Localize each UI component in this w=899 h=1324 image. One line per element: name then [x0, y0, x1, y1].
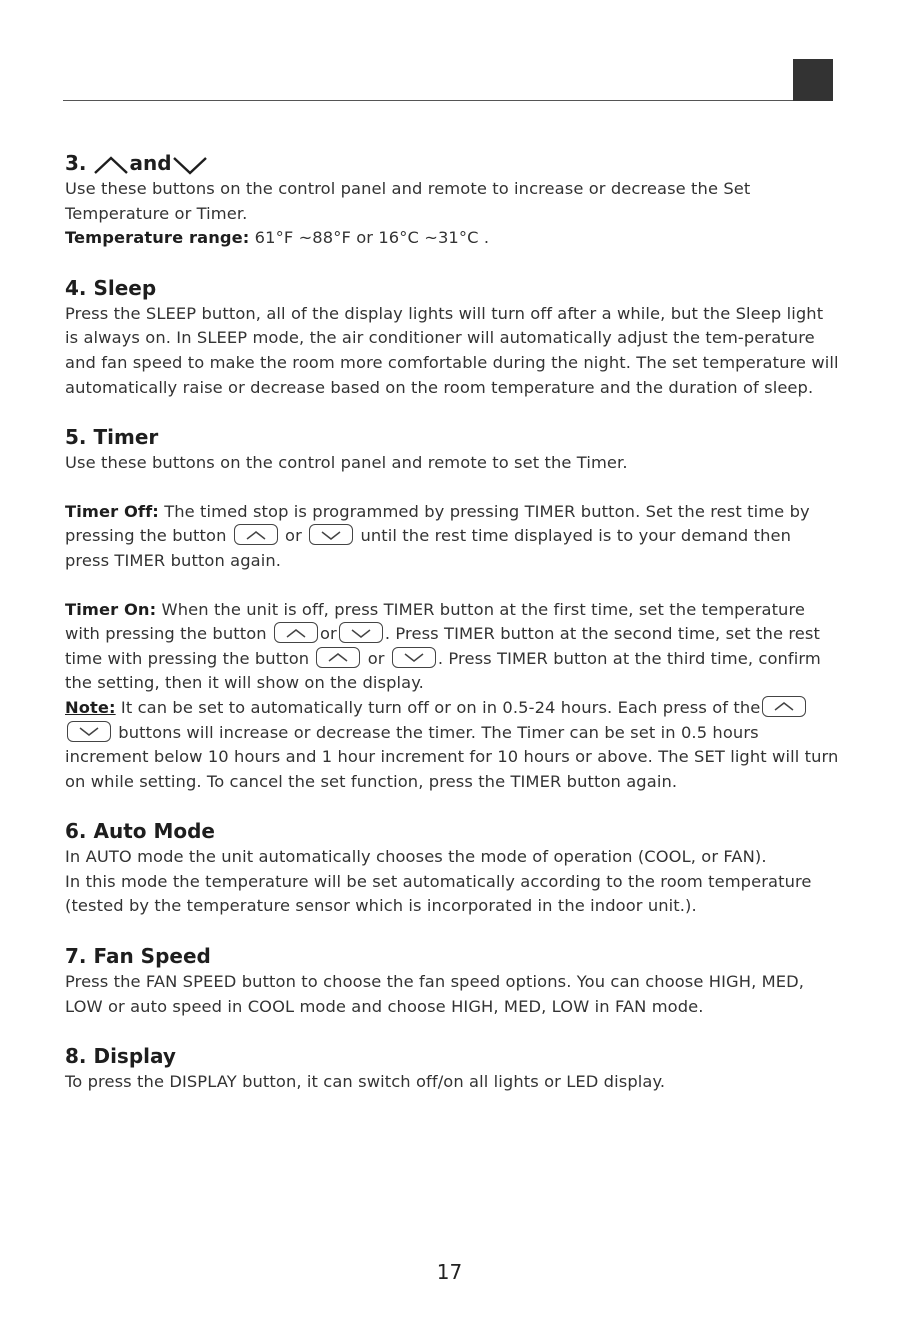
section-sleep	[65, 275, 840, 400]
section-4-body: Press the SLEEP button, all of the display lights will turn off after a while, but the Sleep light is always on. In SLEEP mode, the air conditioner will automatically adjust the tem-perature and fan speed to make the room more comfortable during the night. The set temperature will automatically raise or decrease based on the room temperature and the duration of sleep.	[65, 303, 839, 397]
page-number: 17	[436, 1260, 463, 1284]
section-5-intro: Use these buttons on the control panel and remote to set the Timer.	[65, 453, 628, 473]
timer-off-or: or	[279, 526, 308, 546]
down-button-icon	[67, 721, 111, 742]
down-button-icon	[392, 647, 436, 668]
section-7-heading: 7. Fan Speed	[65, 944, 211, 969]
temperature-range	[65, 226, 840, 251]
timer-note-text-a: It can be set to automatically turn off or on in 0.5-24 hours. Each press of the	[115, 697, 761, 717]
section-3-and: and	[129, 151, 172, 175]
section-6-heading: 6. Auto Mode	[65, 819, 215, 844]
timer-on-or-1: or	[320, 624, 337, 644]
down-button-icon	[339, 622, 383, 643]
section-3-body: Use these buttons on the control panel and remote to increase or decrease the Set Temperature or Timer.	[65, 179, 751, 223]
up-button-icon	[762, 696, 806, 717]
up-arrow-icon	[93, 155, 129, 175]
timer-off-paragraph	[65, 500, 840, 574]
section-3-heading	[65, 150, 840, 176]
section-7-body: Press the FAN SPEED button to choose the fan speed options. You can choose HIGH, MED, LOW or auto speed in COOL mode and choose HIGH, MED, LOW in FAN mode.	[65, 972, 805, 1016]
section-6-line-2: In this mode the temperature will be set automatically according to the room temperature (tested by the temperature sensor which is incorporated in the indoor unit.).	[65, 871, 812, 916]
timer-on-or-2: or	[362, 648, 390, 668]
temperature-range-value: 61°F ~88°F or 16°C ~31°C .	[249, 228, 490, 248]
section-4-heading: 4. Sleep	[65, 275, 157, 300]
section-6-line-1: In AUTO mode the unit automatically chooses the mode of operation (COOL, or FAN).	[65, 847, 767, 867]
timer-note-text-b: buttons will increase or decrease the timer. The Timer can be set in 0.5 hours increment below 10 hours and 1 hour increment for 10 hours or above. The SET light will turn on while setting. To cancel the set function, press the TIMER button again.	[65, 722, 839, 791]
section-up-down	[65, 150, 840, 251]
section-8-heading: 8. Display	[65, 1044, 176, 1069]
timer-on-label: Timer On:	[65, 599, 157, 619]
timer-off-text-b: until the rest time displayed is to your demand then press TIMER button again.	[65, 526, 792, 570]
timer-off-label: Timer Off:	[65, 501, 159, 521]
section-3-number: 3.	[65, 151, 87, 175]
timer-note-paragraph	[65, 696, 840, 794]
timer-note-label: Note:	[65, 697, 116, 717]
section-8-body: To press the DISPLAY button, it can switch off/on all lights or LED display.	[65, 1072, 666, 1092]
section-5-heading: 5. Timer	[65, 425, 159, 450]
timer-on-text-b: . Press TIMER button at the second time, set the rest time with pressing the button	[65, 624, 820, 668]
up-button-icon	[234, 524, 278, 545]
section-timer	[65, 424, 840, 794]
header-rule	[63, 100, 833, 101]
up-button-icon	[274, 622, 318, 643]
section-auto-mode	[65, 818, 840, 919]
timer-off-text-a: The timed stop is programmed by pressing TIMER button. Set the rest time by pressing the button	[65, 501, 810, 546]
temperature-range-label: Temperature range:	[65, 228, 250, 248]
down-arrow-icon	[172, 155, 208, 175]
timer-on-text-c: . Press TIMER button at the third time, confirm the setting, then it will show on the display.	[65, 648, 821, 693]
timer-on-paragraph	[65, 598, 840, 696]
timer-on-text-a: When the unit is off, press TIMER button at the first time, set the temperature with pressing the button	[65, 599, 806, 644]
page-content	[65, 150, 840, 1119]
up-button-icon	[316, 647, 360, 668]
section-fan-speed	[65, 943, 840, 1019]
corner-tab-block	[793, 59, 833, 101]
section-display	[65, 1043, 840, 1095]
down-button-icon	[309, 524, 353, 545]
